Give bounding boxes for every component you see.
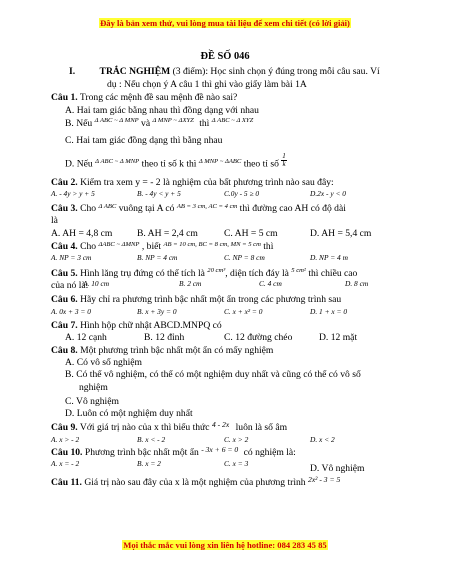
q2-option-c: C.0y - 5 ≥ 0 xyxy=(224,189,260,198)
q8-option-a: A. Có vô số nghiệm xyxy=(65,357,143,368)
q8-option-b: B. Có thể vô nghiệm, có thể có một nghiệm duy nhất và cũng có thể có vô số xyxy=(65,369,361,380)
q6-option-c: C. x + x² = 0 xyxy=(224,307,263,316)
q2-option-a: A. - 4y > y + 5 xyxy=(51,189,95,198)
q4-option-d: D. NP = 4 m xyxy=(310,253,348,262)
q7-option-d: D. 12 mặt xyxy=(319,332,358,343)
q9-option-d: D. x < 2 xyxy=(310,435,335,444)
footer-banner: Mọi thắc mắc vui lòng xin liên hệ hotline: 084 283 45 85 xyxy=(123,540,327,550)
q9-option-a: A. x > - 2 xyxy=(51,435,80,444)
q10-option-a: A. x = - 2 xyxy=(51,459,80,468)
question-2: Câu 2. Kiểm tra xem y = - 2 là nghiệm của bất phương trình nào sau đây: xyxy=(51,177,334,188)
q2-option-d: D.2x - y < 0 xyxy=(310,189,346,198)
q5-option-d: D. 8 cm xyxy=(345,279,369,288)
q4-option-a: A. NP = 3 cm xyxy=(51,253,92,262)
question-9: Câu 9. Với giá trị nào của x thì biểu thức $^{4 - 2x}$ luôn là số âm xyxy=(51,420,288,433)
q4-option-c: C. NP = 8 cm xyxy=(224,253,265,262)
q9-option-c: C. x > 2 xyxy=(224,435,249,444)
q8-option-d: D. Luôn có một nghiệm duy nhất xyxy=(65,408,193,419)
question-6: Câu 6. Hãy chỉ ra phương trình bậc nhất một ẩn trong các phương trình sau xyxy=(51,294,342,305)
question-4: Câu 4. Cho $^{\Delta ABC \sim \Delta MNP}$ , biết $^{AB = 10 cm, BC = 8 cm, MN = 5 cm}$ thì xyxy=(51,241,274,252)
question-5: Câu 5. Hình lăng trụ đứng có thể tích là $^{20 cm^3}$, diện tích đáy là $^{5 cm^2}$ thì chiều cao xyxy=(51,267,358,279)
q7-option-b: B. 12 đỉnh xyxy=(144,332,185,343)
exam-title: ĐỀ SỐ 046 xyxy=(200,51,250,62)
q3-option-b: B. AH = 2,4 cm xyxy=(137,228,198,239)
question-1: Câu 1. Trong các mệnh đề sau mệnh đề nào sai? xyxy=(51,92,238,103)
q1-option-b: B. Nếu $^{\Delta ABC \sim \Delta MNP}$ và $^{\Delta MNP \sim \Delta XYZ}$ thì $^{\Delta ABC \sim \Delta XYZ}$ xyxy=(65,117,254,129)
q3-option-a: A. AH = 4,8 cm xyxy=(51,228,113,239)
q3-option-d: D. AH = 5,4 cm xyxy=(310,228,372,239)
q7-option-c: C. 12 đường chéo xyxy=(224,332,293,343)
q10-option-d: D. Vô nghiệm xyxy=(310,463,365,474)
q6-option-b: B. x + 3y = 0 xyxy=(137,307,177,316)
q1-option-a: A. Hai tam giác bằng nhau thì đồng dạng với nhau xyxy=(65,105,259,116)
q1-option-c: C. Hai tam giác đồng dạng thì bằng nhau xyxy=(65,135,223,146)
question-8: Câu 8. Một phương trình bậc nhất một ẩn có mấy nghiệm xyxy=(51,345,274,356)
header-banner: Đây là bản xem thử, vui lòng mua tài liệu để xem chi tiết (có lời giải) xyxy=(100,18,350,28)
q5-option-c: C. 4 cm xyxy=(259,279,282,288)
q10-option-b: B. x = 2 xyxy=(137,459,161,468)
q10-option-c: C. x = 3 xyxy=(224,459,249,468)
q5-option-a: A. 10 cm xyxy=(83,279,110,288)
q1-option-d: D. Nếu $^{\Delta ABC \sim \Delta MNP}$ theo tỉ số k thì $^{\Delta MNP \sim \Delta ABC}$ theo tỉ số $\frac{1}{k}$ xyxy=(65,152,286,170)
section-heading: I. TRẮC NGHIỆM (3 điểm): Học sinh chọn ý đúng trong mỗi câu sau. Ví xyxy=(69,66,380,77)
q6-option-d: D. 1 + x = 0 xyxy=(310,307,348,316)
question-11: Câu 11. Giá trị nào sau đây của x là một nghiệm của phương trình $^{2x^2 - 3 = 5}$ xyxy=(51,475,341,488)
q7-option-a: A. 12 cạnh xyxy=(65,332,107,343)
q3-option-c: C. AH = 5 cm xyxy=(224,228,278,239)
q5-option-b: B. 2 cm xyxy=(179,279,202,288)
q8-option-c: C. Vô nghiệm xyxy=(65,396,119,407)
section-example: dụ : Nếu chọn ý A câu 1 thì ghi vào giấy làm bài 1A xyxy=(107,79,307,90)
question-3: Câu 3. Cho $^{\Delta ABC}$ vuông tại A có $^{AB = 3 cm, AC = 4 cm}$ thì đường cao AH có độ dài xyxy=(51,203,346,214)
question-7: Câu 7. Hình hộp chữ nhật ABCD.MNPQ có xyxy=(51,320,222,331)
q4-option-b: B. NP = 4 cm xyxy=(137,253,178,262)
q5-continuation: của nó là: xyxy=(51,280,89,291)
q9-option-b: B. x < - 2 xyxy=(137,435,166,444)
q1-fraction: $\frac{1}{k}$ xyxy=(282,152,286,168)
q6-option-a: A. 0x + 3 = 0 xyxy=(51,307,91,316)
q3-continuation: là xyxy=(51,215,58,226)
question-10: Câu 10. Phương trình bậc nhất một ẩn $^{- 3x + 6 = 0}$ có nghiệm là: xyxy=(51,445,296,458)
q2-option-b: B. - 4y < y + 5 xyxy=(137,189,181,198)
q8-option-b-cont: nghiệm xyxy=(79,382,108,393)
